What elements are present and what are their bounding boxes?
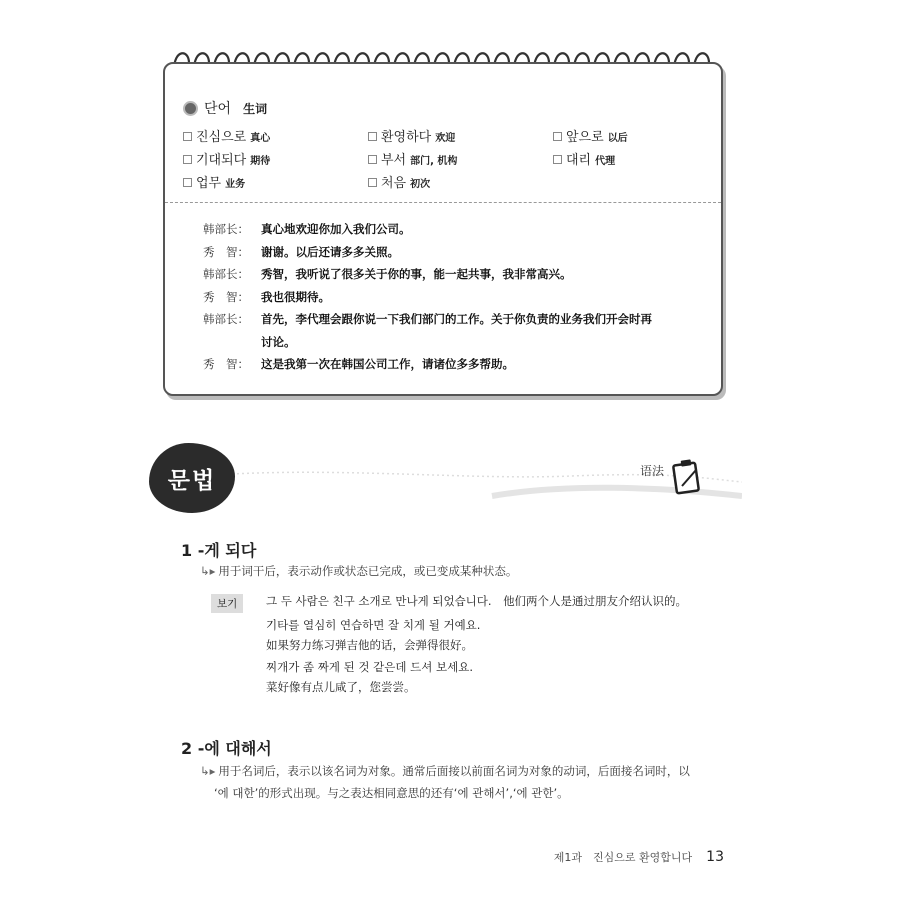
grammar-point-1-title: 1 -게 되다 — [181, 541, 257, 560]
decorative-swoosh — [232, 470, 742, 500]
speaker: 秀 智： — [203, 289, 249, 304]
utterance: 秀智，我听说了很多关于你的事，能一起共事，我非常高兴。 — [261, 267, 572, 281]
dialogue-line — [203, 308, 703, 331]
lesson-title: 제1과 진심으로 환영합니다 — [553, 851, 693, 864]
dialogue-line — [203, 263, 703, 286]
grammar-point-2-note: ↳▸ 用于名词后，表示以该名词为对象。通常后面接以前面名词为对象的动词，后面接名词时，以 ‘에 대한’的形式出现。与之表达相同意思的还有‘에 관해서’,‘에 관한’。 — [200, 764, 690, 800]
speaker: 韩部长： — [203, 267, 249, 281]
checkbox-icon — [183, 155, 192, 164]
vocab-list — [183, 126, 703, 191]
dashed-divider — [165, 202, 721, 203]
vocab-item: 업무 业务 — [183, 172, 368, 191]
dialogue-line — [203, 286, 703, 309]
vocab-item: 기대되다 期待 — [183, 149, 368, 168]
grammar-label-zh: 语法 — [640, 464, 665, 478]
checkbox-icon — [368, 178, 377, 187]
vocab-item: 진심으로 真心 — [183, 126, 368, 145]
vocab-heading — [183, 98, 267, 118]
dialogue-line — [203, 353, 703, 376]
dialogue-line — [203, 218, 703, 241]
checkbox-icon — [553, 132, 562, 141]
vocab-item: 환영하다 欢迎 — [368, 126, 553, 145]
dialogue-line — [203, 241, 703, 264]
speaker: 韩部长： — [203, 312, 249, 326]
speaker: 韩部长： — [203, 222, 249, 236]
utterance: 讨论。 — [261, 334, 296, 349]
speaker: 秀 智： — [203, 357, 249, 371]
page-number: 13 — [706, 849, 724, 865]
vocab-item: 앞으로 以后 — [553, 126, 703, 145]
checkbox-icon — [368, 132, 377, 141]
speaker: 秀 智： — [203, 244, 249, 259]
utterance: 首先，李代理会跟你说一下我们部门的工作。关于你负责的业务我们开会时再 — [261, 312, 652, 326]
utterance: 这是我第一次在韩国公司工作，请诸位多多帮助。 — [261, 357, 514, 371]
bullet-icon — [183, 101, 198, 116]
grammar-badge: 문법 — [149, 443, 235, 513]
grammar-point-2-title: 2 -에 대해서 — [181, 739, 272, 758]
dialogue-line — [203, 331, 703, 354]
checkbox-icon — [183, 132, 192, 141]
example-2: 기타를 열심히 연습하면 잘 치게 될 거예요. 如果努力练习弹吉他的话，会弹得很好。 — [266, 618, 481, 652]
page-footer — [554, 849, 724, 865]
vocab-item: 대리 代理 — [553, 149, 703, 168]
vocab-title-zh: 生词 — [243, 101, 268, 116]
utterance: 谢谢。以后还请多多关照。 — [261, 244, 399, 259]
utterance: 真心地欢迎你加入我们公司。 — [261, 222, 411, 236]
vocab-item: 처음 初次 — [368, 172, 553, 191]
speaker — [203, 331, 261, 354]
vocab-dialogue-card — [163, 62, 723, 396]
example-3: 찌개가 좀 짜게 된 것 같은데 드셔 보세요. 菜好像有点儿咸了，您尝尝。 — [266, 660, 473, 694]
arrow-icon: ↳▸ — [200, 764, 216, 778]
dialogue — [203, 218, 703, 376]
grammar-point-1-note: ↳▸ 用于词干后，表示动作或状态已完成，或已变成某种状态。 — [200, 564, 518, 578]
example-1: 그 두 사람은 친구 소개로 만나게 되었습니다. 他们两个人是通过朋友介绍认识的。 — [266, 594, 688, 608]
vocab-item: 부서 部门, 机构 — [368, 149, 553, 168]
checkbox-icon — [183, 178, 192, 187]
example-label: 보기 — [211, 594, 243, 613]
arrow-icon: ↳▸ — [200, 564, 216, 578]
clipboard-icon — [672, 458, 702, 496]
vocab-title-ko: 단어 — [204, 101, 232, 117]
utterance: 我也很期待。 — [261, 289, 330, 304]
checkbox-icon — [368, 155, 377, 164]
checkbox-icon — [553, 155, 562, 164]
